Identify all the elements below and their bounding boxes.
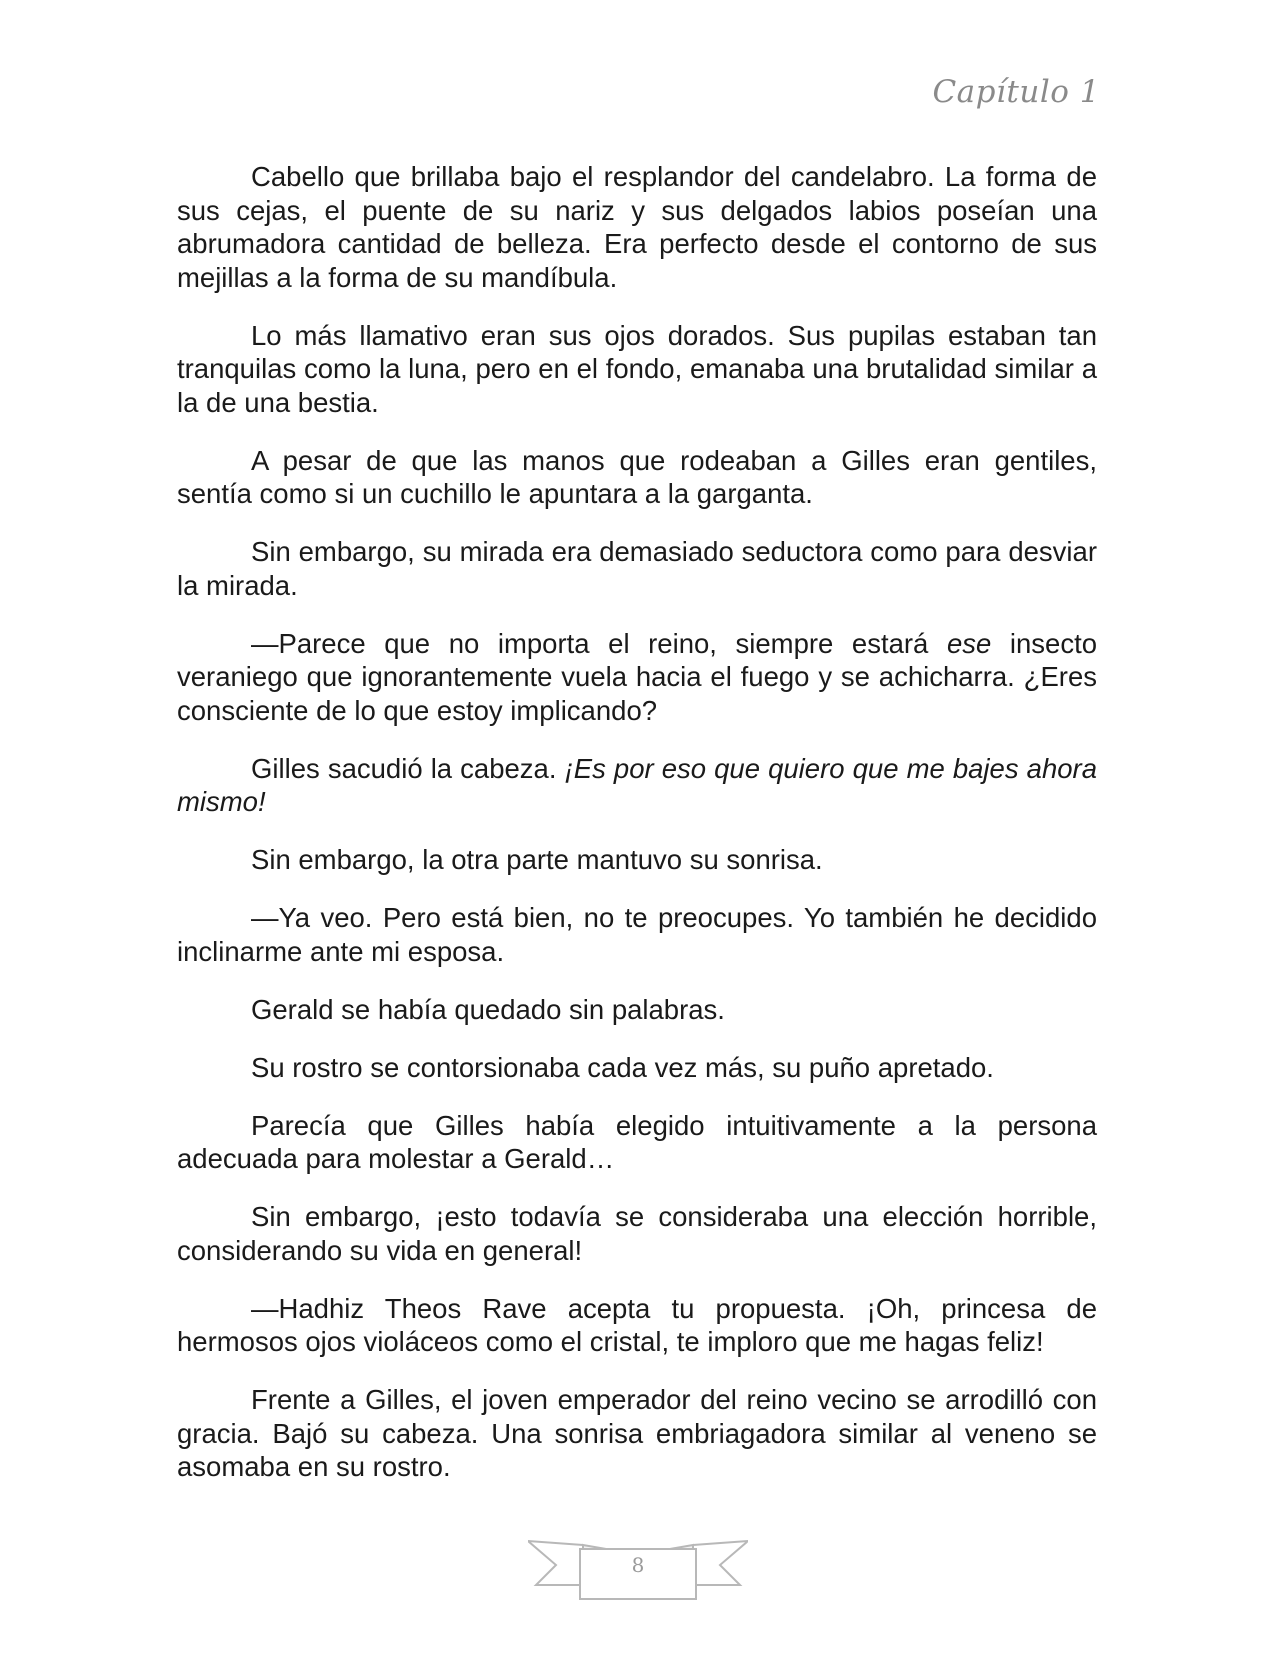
page-footer xyxy=(528,1537,748,1605)
body-text xyxy=(177,160,1097,1508)
paragraph xyxy=(177,627,1097,728)
text-run: Sin embargo, la otra parte mantuvo su sonrisa. xyxy=(251,844,823,875)
text-run: Su rostro se contorsionaba cada vez más, su puño apretado. xyxy=(251,1051,994,1083)
paragraph xyxy=(177,535,1097,602)
paragraph xyxy=(177,1109,1097,1176)
text-run: Sin embargo, ¡esto todavía se consideraba una elección horrible, considerando su vida en general! xyxy=(177,1201,1097,1266)
chapter-header: Capítulo 1 xyxy=(932,74,1100,110)
page-number: 8 xyxy=(631,1553,645,1577)
text-run: Gerald se había quedado sin palabras. xyxy=(251,993,725,1025)
paragraph xyxy=(177,319,1097,420)
text-run: —Hadhiz Theos Rave acepta tu propuesta. ¡Oh, princesa de hermosos ojos violáceos como el cristal, te imploro que me hagas feliz! xyxy=(177,1292,1097,1357)
paragraph xyxy=(177,752,1097,819)
paragraph xyxy=(177,160,1097,294)
text-run: A pesar de que las manos que rodeaban a Gilles eran gentiles, sentía como si un cuchillo le apuntara a la garganta. xyxy=(177,444,1097,509)
italic-text: ese xyxy=(946,627,992,659)
text-run: Sin embargo, su mirada era demasiado seductora como para desviar la mirada. xyxy=(177,536,1097,601)
text-run: Frente a Gilles, el joven emperador del reino vecino se arrodilló con gracia. Bajó su cabeza. Una sonrisa embriagadora similar al veneno se asomaba en su rostro. xyxy=(177,1384,1097,1482)
text-run: —Parece que no importa el reino, siempre estará xyxy=(251,627,947,659)
paragraph xyxy=(177,993,1097,1027)
paragraph xyxy=(177,444,1097,511)
text-run: Cabello que brillaba bajo el resplandor del candelabro. La forma de sus cejas, el puente de su nariz y sus delgados labios poseían una abrumadora cantidad de belleza. Era perfecto desde el contorno de sus mejillas a la forma de su mandíbula. xyxy=(177,161,1097,293)
paragraph xyxy=(177,843,1097,877)
text-run: Gilles sacudió la cabeza. xyxy=(251,752,565,784)
text-run: Lo más llamativo eran sus ojos dorados. Sus pupilas estaban tan tranquilas como la luna, pero en el fondo, emanaba una brutalidad similar a la de una bestia. xyxy=(177,319,1097,418)
paragraph xyxy=(177,1383,1097,1484)
text-run: insecto veraniego que ignorantemente vuela hacia el fuego y se achicharra. ¿Eres consciente de lo que estoy implicando? xyxy=(177,627,1098,726)
paragraph xyxy=(177,1292,1097,1359)
paragraph xyxy=(177,901,1097,968)
paragraph xyxy=(177,1051,1097,1085)
text-run: —Ya veo. Pero está bien, no te preocupes. Yo también he decidido inclinarme ante mi esposa. xyxy=(177,902,1097,967)
text-run: Parecía que Gilles había elegido intuitivamente a la persona adecuada para molestar a Gerald… xyxy=(177,1109,1097,1174)
italic-text: ¡Es por eso que quiero que me bajes ahora mismo! xyxy=(177,752,1097,817)
paragraph xyxy=(177,1200,1097,1267)
